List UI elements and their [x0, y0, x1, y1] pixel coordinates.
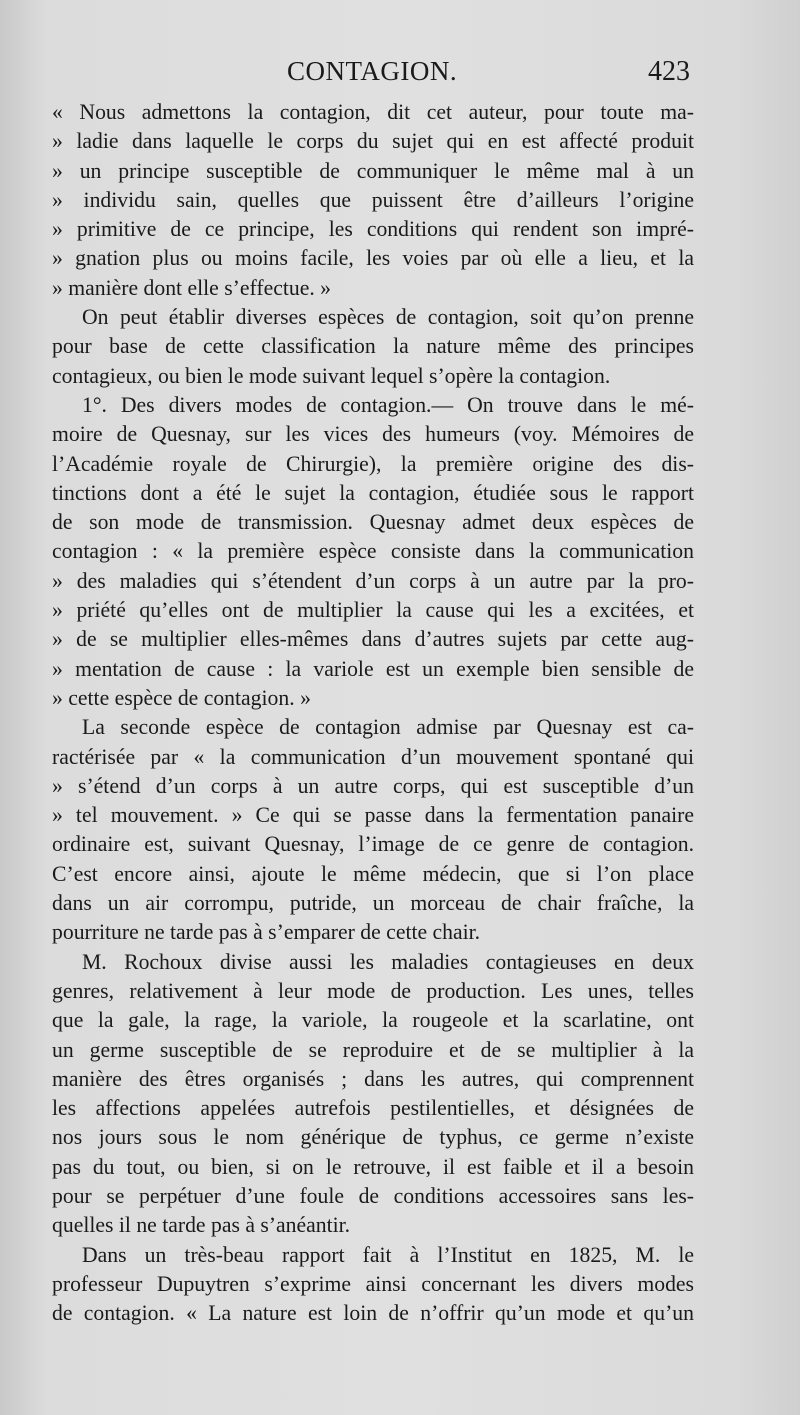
text-line: contagieux, ou bien le mode suivant lequel s’opère la contagion.: [52, 363, 611, 388]
text-line: » ladie dans laquelle le corps du sujet qui en est affecté produit: [52, 129, 694, 154]
text-line: quelles il ne tarde pas à s’anéantir.: [52, 1213, 351, 1238]
text-line: pourriture ne tarde pas à s’emparer de cette chair.: [52, 920, 481, 945]
text-line: pour base de cette classification la nature même des principes: [52, 334, 694, 359]
text-line: » de se multiplier elles-mêmes dans d’autres sujets par cette aug-: [52, 627, 694, 652]
text-line: les affections appelées autrefois pestilentielles, et désignées de: [52, 1096, 694, 1121]
text-line: On peut établir diverses espèces de contagion, soit qu’on prenne: [82, 305, 694, 330]
page-number: 423: [648, 56, 690, 87]
text-line: » gnation plus ou moins facile, les voies par où elle a lieu, et la: [52, 246, 694, 271]
text-line: » priété qu’elles ont de multiplier la cause qui les a excitées, et: [52, 598, 694, 623]
text-line: « Nous admettons la contagion, dit cet auteur, pour toute ma-: [52, 100, 694, 124]
text-line: » s’étend d’un corps à un autre corps, qui est susceptible d’un: [52, 773, 694, 798]
text-line: un germe susceptible de se reproduire et de se multiplier à la: [52, 1037, 694, 1062]
text-line: 1°. Des divers modes de contagion.— On trouve dans le mé-: [82, 392, 694, 417]
page-header: [0, 56, 800, 92]
text-line: manière des êtres organisés ; dans les autres, qui comprennent: [52, 1066, 694, 1091]
text-line: que la gale, la rage, la variole, la rougeole et la scarlatine, ont: [52, 1008, 694, 1033]
text-line: pas du tout, ou bien, si on le retrouve, il est faible et il a besoin: [52, 1154, 694, 1179]
text-line: dans un air corrompu, putride, un morceau de chair fraîche, la: [52, 891, 694, 916]
text-line: ractérisée par « la communication d’un mouvement spontané qui: [52, 744, 694, 769]
text-line: La seconde espèce de contagion admise par Quesnay est ca-: [82, 715, 694, 740]
body-text: [52, 98, 694, 1328]
text-line: » primitive de ce principe, les conditions qui rendent son impré-: [52, 217, 694, 242]
text-line: ordinaire est, suivant Quesnay, l’image de ce genre de contagion.: [52, 832, 694, 857]
text-line: » tel mouvement. » Ce qui se passe dans la fermentation panaire: [52, 803, 694, 828]
text-line: genres, relativement à leur mode de production. Les unes, telles: [52, 978, 694, 1003]
text-line: tinctions dont a été le sujet la contagion, étudiée sous le rapport: [52, 480, 694, 505]
text-line: M. Rochoux divise aussi les maladies contagieuses en deux: [82, 949, 694, 974]
text-line: de son mode de transmission. Quesnay admet deux espèces de: [52, 510, 694, 535]
text-line: contagion : « la première espèce consiste dans la communication: [52, 539, 694, 564]
text-line: » un principe susceptible de communiquer le même mal à un: [52, 158, 694, 183]
text-line: l’Académie royale de Chirurgie), la première origine des dis-: [52, 451, 694, 476]
text-line: » mentation de cause : la variole est un exemple bien sensible de: [52, 656, 694, 681]
text-line: nos jours sous le nom générique de typhus, ce germe n’existe: [52, 1125, 694, 1150]
text-line: » manière dont elle s’effectue. »: [52, 275, 332, 300]
text-line: » cette espèce de contagion. »: [52, 685, 311, 710]
text-line: » des maladies qui s’étendent d’un corps à un autre par la pro-: [52, 568, 694, 593]
text-line: moire de Quesnay, sur les vices des humeurs (voy. Mémoires de: [52, 422, 694, 447]
running-title: CONTAGION.: [287, 56, 458, 86]
text-line: pour se perpétuer d’une foule de conditions accessoires sans les-: [52, 1183, 694, 1208]
text-line: de contagion. « La nature est loin de n’offrir qu’un mode et qu’un: [52, 1301, 694, 1326]
text-line: C’est encore ainsi, ajoute le même médecin, que si l’on place: [52, 861, 694, 886]
text-line: » individu sain, quelles que puissent être d’ailleurs l’origine: [52, 187, 694, 212]
text-line: Dans un très-beau rapport fait à l’Institut en 1825, M. le: [82, 1242, 694, 1267]
text-line: professeur Dupuytren s’exprime ainsi concernant les divers modes: [52, 1271, 694, 1296]
